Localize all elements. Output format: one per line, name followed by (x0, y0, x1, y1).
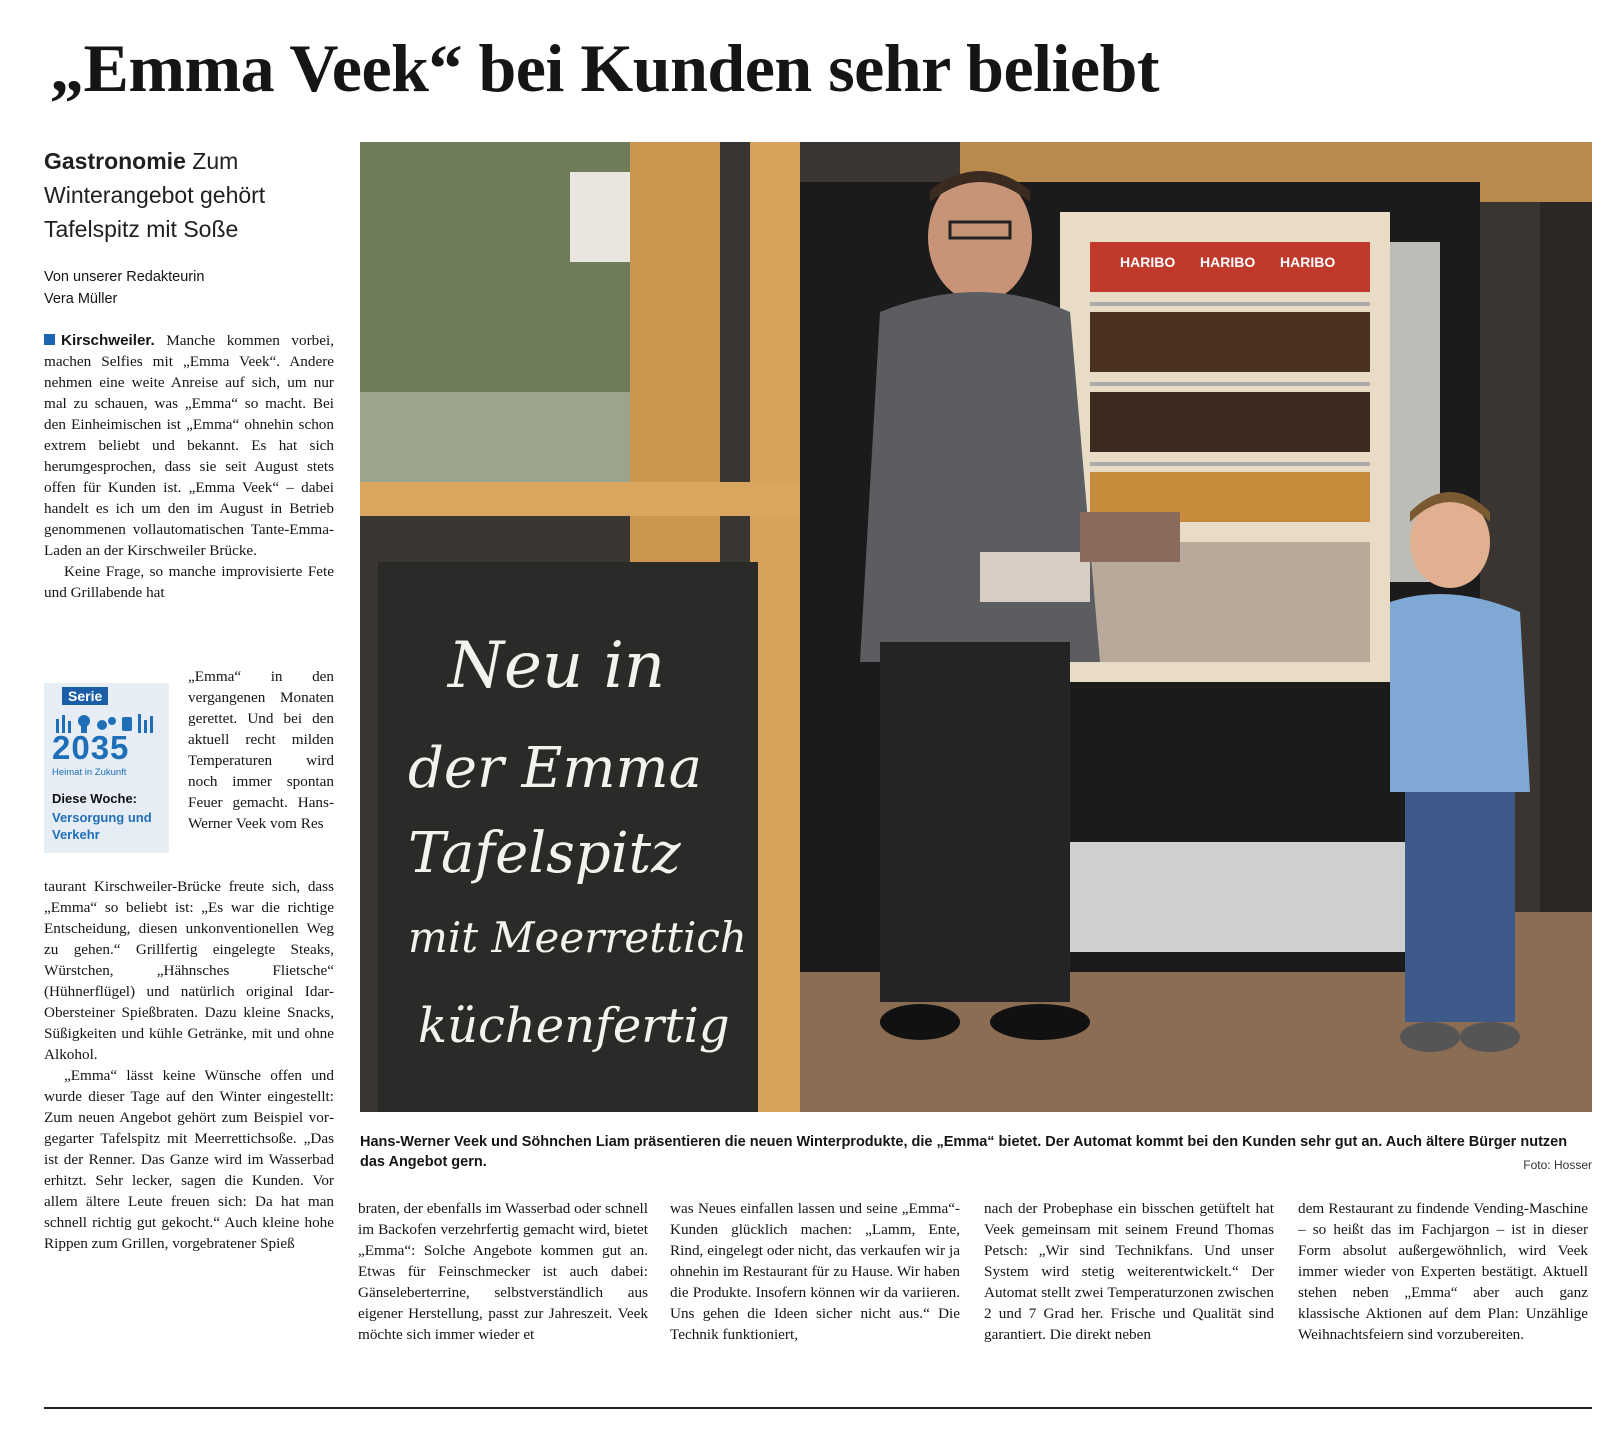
kicker-text: Zum Winterangebot gehört Tafelspitz mit Soße (44, 148, 266, 242)
dateline-marker (44, 334, 55, 345)
photo-brand-label-3: HARIBO (1280, 254, 1336, 270)
series-week-label: Diese Woche: (52, 791, 138, 806)
article-column-1-wrap (188, 666, 334, 834)
article-photo (360, 142, 1592, 1112)
photo-chalkboard-line-3: Tafelspitz (408, 821, 681, 886)
photo-notice-board (570, 172, 630, 262)
series-motto: Heimat in Zukunft (52, 767, 127, 778)
byline-line-1: Von unserer Redakteurin (44, 269, 205, 285)
photo-chalkboard-line-5: küchenfertig (418, 998, 730, 1054)
article-paragraph-2-end: taurant Kirschweiler-Brücke freute sich, dass „Emma“ so beliebt ist: „Es war die richtige Entscheidung, diesen unkonventionellen Weg zu gehen.“ Grillfertig eingelegte Steaks, Würstchen, „Hähnsches Flietsche“ (Hühnerflügel) und natürlich original Idar-Obersteiner Spießbraten. Dazu kleine Snacks, Süßigkeiten und kühle Getränke, mit und ohne Alkohol. (44, 878, 334, 1063)
article-paragraph-2-wrap: „Emma“ in den vergangenen Monaten gerettet. Und bei den aktuell recht milden Temperaturen wird noch immer spontan Feuer gemacht. Hans-Werner Veek vom Res (188, 668, 334, 832)
photo-chalkboard-line-1: Neu in (448, 629, 666, 703)
photo-chalkboard-line-4: mit Meerrettich (408, 913, 747, 962)
article-column-5-text: dem Restaurant zu findende Vending-Maschine – so heißt das im Fachjargon – ist in dieser Form absolut außergewöhnlich, wird Veek immer wieder von Experten bestätigt. Aktuell stehen neben „Emma“ aber auch ganz klassische Aktionen auf dem Plan: Unzählige Weihnachtsfeiern sind vorzubereiten. (1298, 1200, 1588, 1343)
photo-brand-label-1: HARIBO (1120, 254, 1176, 270)
article-column-2 (358, 1198, 648, 1345)
article-lead-text: Manche kommen vorbei, machen Selfies mit „Emma Veek“. Andere nehmen eine weite Anreise auf sich, um nur mal zu schauen, was „Emma“ so macht. Bei den Einheimischen ist „Emma“ ohnehin schon extrem beliebt und bekannt. Es hat sich herumgesprochen, dass sie seit August stets offen für Kunden ist. „Emma Veek“ – dabei handelt es ich um den im August in Betrieb genommenen vollautomatischen Tante-Emma-Laden an der Kirschweiler Brücke. (44, 332, 334, 559)
headline: „Emma Veek“ bei Kunden sehr beliebt (50, 30, 1160, 106)
photo-credit: Foto: Hosser (1523, 1158, 1592, 1172)
article-paragraph-3: „Emma“ lässt keine Wünsche offen und wurde dieser Tage auf den Winter eingestellt: Zum neuen Angebot gehört zum Beispiel vorgegarter Tafelspitz mit Meerrettichsoße. „Das ist der Renner. Das Ganze wird im Wasserbad erhitzt. Sehr lecker, sagen die Kunden. Vor allem ältere Leute freuen sich: Da hat man schnell richtig gut gekocht.“ Auch kleine hohe Rippen zum Grillen, vorgebratener Spieß (44, 1067, 334, 1252)
article-column-1-top (44, 330, 334, 603)
article-column-4-text: nach der Probephase ein bisschen getüftelt hat Veek gemeinsam mit seinem Freund Thomas Petsch: „Wir sind Technikfans. Und unser System wird stetig weiterentwickelt.“ Der Automat stellt zwei Temperaturzonen zwischen 2 und 7 Grad her. Frische und Qualität sind garantiert. Die direkt neben (984, 1200, 1274, 1343)
photo-chalkboard-line-2: der Emma (408, 736, 703, 801)
series-topic: Versorgung und Verkehr (52, 810, 152, 842)
article-column-5 (1298, 1198, 1588, 1345)
article-column-3 (670, 1198, 960, 1345)
article-column-1-bottom (44, 876, 334, 1254)
bottom-rule (44, 1407, 1592, 1409)
photo-wood-railing (360, 482, 820, 516)
byline-author: Vera Müller (44, 291, 118, 307)
article-column-2-text: braten, der ebenfalls im Wasserbad oder schnell im Backofen verzehrfertig gemacht wird, bietet „Emma“: Solche Angebote kommen gut an. Etwas für Feinschmecker ist auch dabei: Gänseleberterrine, selbstverständlich aus eigener Herstellung, passt zur Jahreszeit. Veek möchte sich immer wieder et (358, 1200, 648, 1343)
kicker (44, 144, 344, 246)
byline (44, 266, 344, 310)
article-column-4 (984, 1198, 1274, 1345)
photo-caption: Hans-Werner Veek und Söhnchen Liam präsentieren die neuen Winterprodukte, die „Emma“ bietet. Der Automat kommt bei den Kunden sehr gut an. Auch ältere Bürger nutzen das Angebot gern. (360, 1134, 1568, 1170)
photo-machine-shelves (1090, 242, 1370, 662)
article-paragraph-1 (44, 330, 334, 561)
series-year: 2035 (52, 729, 130, 766)
photo-brand-label-2: HARIBO (1200, 254, 1256, 270)
article-column-3-text: was Neues einfallen lassen und seine „Emma“-Kunden glücklich machen: „Lamm, Ente, Rind, eingelegt oder nicht, das verkaufen wir ja ohnehin im Restaurant für zu Hause. Wir haben die Produkte. Insofern können wir da variieren. Uns gehen die Ideen sicher nicht aus.“ Die Technik funktioniert, (670, 1200, 960, 1343)
dateline: Kirschweiler. (61, 332, 155, 349)
article-paragraph-2-start: Keine Frage, so manche improvisierte Fete und Grillabende hat (44, 563, 334, 601)
series-tag: Serie (62, 687, 108, 705)
kicker-rubric: Gastronomie (44, 148, 186, 174)
series-box (44, 683, 169, 853)
